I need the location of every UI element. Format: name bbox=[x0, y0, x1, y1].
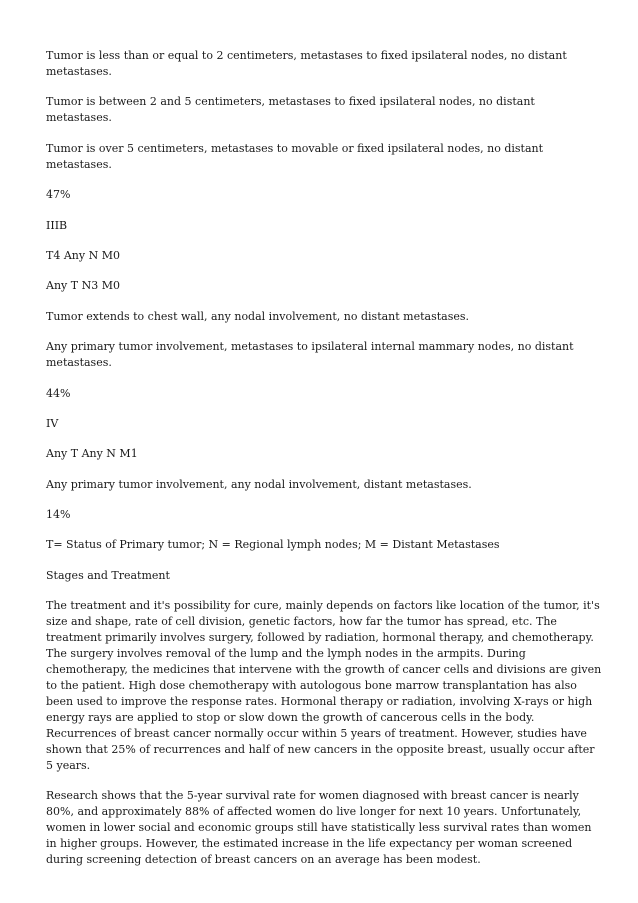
stage-description-5: Any primary tumor involvement, metastases to ipsilateral internal mammary nodes, no distant metastases. bbox=[46, 340, 574, 370]
stage-description-1: Tumor is less than or equal to 2 centimeters, metastases to fixed ipsilateral nodes, no distant metastases. bbox=[46, 49, 567, 78]
survival-rate-iv: 14% bbox=[46, 508, 71, 522]
tnm-code-iv: Any T Any N M1 bbox=[46, 447, 138, 461]
survival-paragraph: Research shows that the 5-year survival rate for women diagnosed with breast cancer is nearly 80%, and approximately 88% of affected women do live longer for next 10 years. Unfortunately, women in lower social and economic groups still have statistically less survival rates than women in higher groups. However, the estimated increase in the life expectancy per woman screened during screening detection of breast cancers on an average has been modest. bbox=[46, 789, 592, 867]
survival-rate-iiib: 44% bbox=[46, 386, 71, 400]
stage-description-2: Tumor is between 2 and 5 centimeters, metastases to fixed ipsilateral nodes, no distant metastases. bbox=[46, 95, 535, 125]
stage-description-4: Tumor extends to chest wall, any nodal involvement, no distant metastases. bbox=[46, 309, 470, 323]
tnm-code-iiib-1: T4 Any N M0 bbox=[46, 248, 120, 262]
treatment-paragraph: The treatment and it's possibility for cure, mainly depends on factors like location of the tumor, it's size and shape, rate of cell division, genetic factors, how far the tumor has spread, etc. The treatment primarily involves surgery, followed by radiation, hormonal therapy, and chemotherapy. The surgery involves removal of the lump and the lymph nodes in the armpits. During chemotherapy, the medicines that intervene with the growth of cancer cells and divisions are given to the patient. High dose chemotherapy with autologous bone marrow transplantation has also been used to improve the response rates. Hormonal therapy or radiation, involving X-rays or high energy rays are applied to stop or slow down the growth of cancerous cells in the body. Recurrences of breast cancer normally occur within 5 years of treatment. However, studies have shown that 25% of recurrences and half of new cancers in the opposite breast, usually occur after 5 years. bbox=[46, 599, 602, 773]
tnm-legend: T= Status of Primary tumor; N = Regional lymph nodes; M = Distant Metastases bbox=[46, 538, 500, 552]
section-heading: Stages and Treatment bbox=[46, 568, 170, 582]
tnm-code-iiib-2: Any T N3 M0 bbox=[46, 279, 120, 293]
survival-rate-iiia: 47% bbox=[46, 188, 71, 202]
stage-description-3: Tumor is over 5 centimeters, metastases to movable or fixed ipsilateral nodes, no distant metastases. bbox=[46, 141, 544, 171]
stage-label-iv: IV bbox=[46, 416, 59, 430]
stage-label-iiib: IIIB bbox=[46, 218, 68, 232]
stage-description-6: Any primary tumor involvement, any nodal involvement, distant metastases. bbox=[46, 477, 472, 491]
document-page bbox=[46, 48, 602, 882]
